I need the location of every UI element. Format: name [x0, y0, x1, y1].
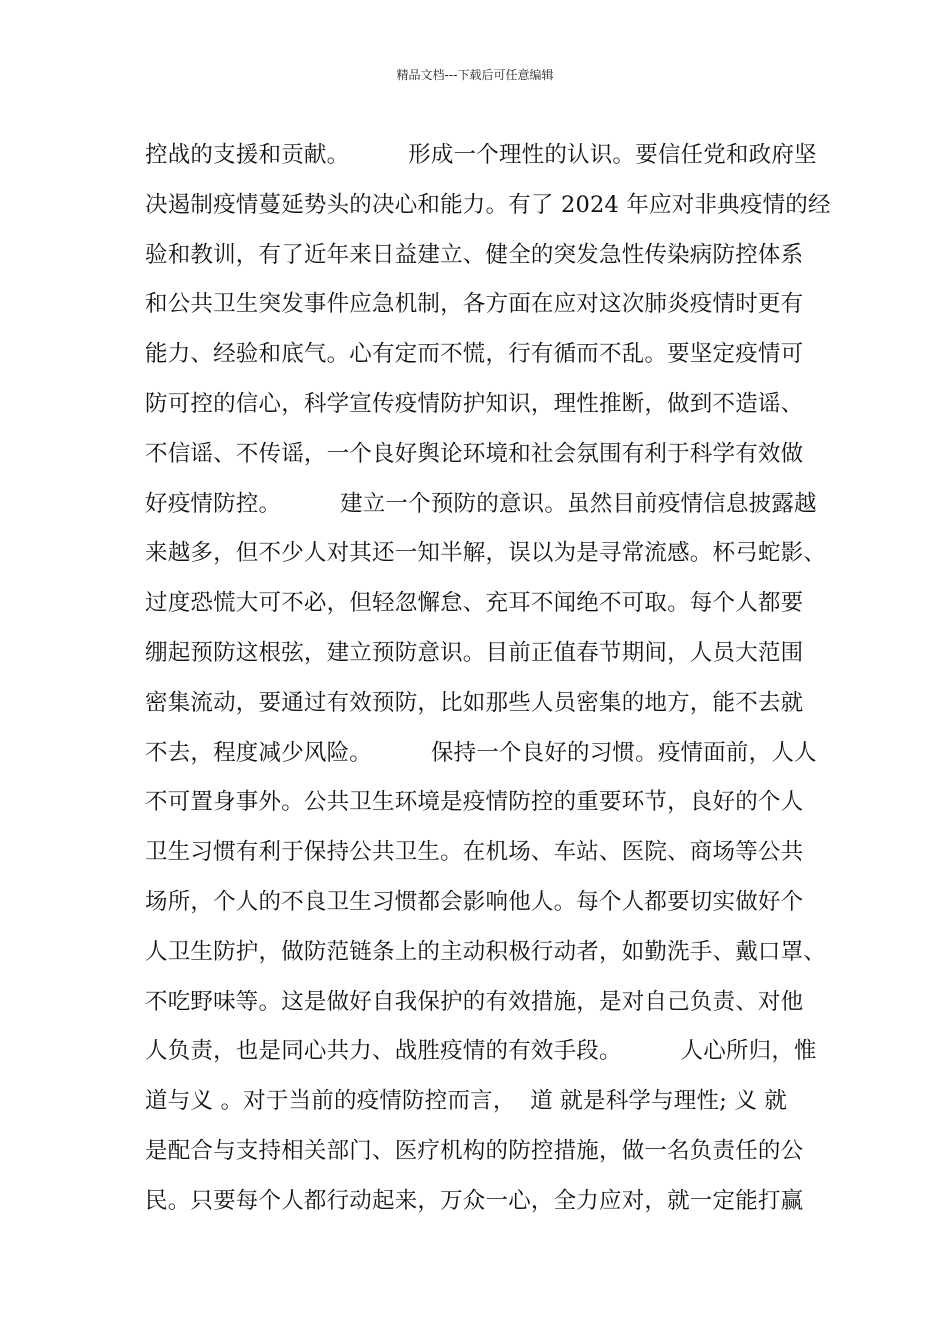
- text-line: 不可置身事外。公共卫生环境是疫情防控的重要环节，良好的个人: [145, 789, 804, 816]
- text-line: 决遏制疫情蔓延势头的决心和能力。有了 2024 年应对非典疫情的经: [145, 191, 831, 218]
- text-line: 验和教训，有了近年来日益建立、健全的突发急性传染病防控体系: [145, 241, 804, 268]
- body-text: [145, 131, 845, 1227]
- page-header: 精品文档---下载后可任意编辑: [396, 68, 554, 82]
- text-line: 不信谣、不传谣，一个良好舆论环境和社会氛围有利于科学有效做: [145, 440, 804, 467]
- text-line: 密集流动，要通过有效预防，比如那些人员密集的地方，能不去就: [145, 689, 804, 716]
- text-line: 卫生习惯有利于保持公共卫生。在机场、车站、医院、商场等公共: [145, 839, 804, 866]
- text-line: 是配合与支持相关部门、医疗机构的防控措施，做一名负责任的公: [145, 1137, 804, 1164]
- text-line: 场所，个人的不良卫生习惯都会影响他人。每个人都要切实做好个: [145, 888, 804, 915]
- text-line: 人卫生防护，做防范链条上的主动积极行动者，如勤洗手、戴口罩、: [145, 938, 827, 965]
- text-line: 民。只要每个人都行动起来，万众一心，全力应对，就一定能打赢: [145, 1187, 804, 1214]
- text-line: 不去，程度减少风险。 保持一个良好的习惯。疫情面前，人人: [145, 739, 817, 766]
- text-line: 控战的支援和贡献。 形成一个理性的认识。要信任党和政府坚: [145, 142, 817, 168]
- text-line: 防可控的信心，科学宣传疫情防护知识，理性推断，做到不造谣、: [145, 390, 804, 417]
- text-line: 人负责，也是同心共力、战胜疫情的有效手段。 人心所归，惟: [145, 1038, 817, 1065]
- text-line: 好疫情防控。 建立一个预防的意识。虽然目前疫情信息披露越: [145, 490, 817, 517]
- text-line: 过度恐慌大可不必，但轻忽懈怠、充耳不闻绝不可取。每个人都要: [145, 590, 804, 617]
- text-line: 和公共卫生突发事件应急机制，各方面在应对这次肺炎疫情时更有: [145, 291, 804, 318]
- text-line: 绷起预防这根弦，建立预防意识。目前正值春节期间，人员大范围: [145, 639, 804, 666]
- text-line: 不吃野味等。这是做好自我保护的有效措施，是对自己负责、对他: [145, 988, 804, 1015]
- text-line: 道与义 。对于当前的疫情防控而言， 道 就是科学与理性; 义 就: [145, 1088, 788, 1115]
- text-line: 能力、经验和底气。心有定而不慌，行有循而不乱。要坚定疫情可: [145, 341, 804, 368]
- text-line: 来越多，但不少人对其还一知半解，误以为是寻常流感。杯弓蛇影、: [145, 540, 827, 567]
